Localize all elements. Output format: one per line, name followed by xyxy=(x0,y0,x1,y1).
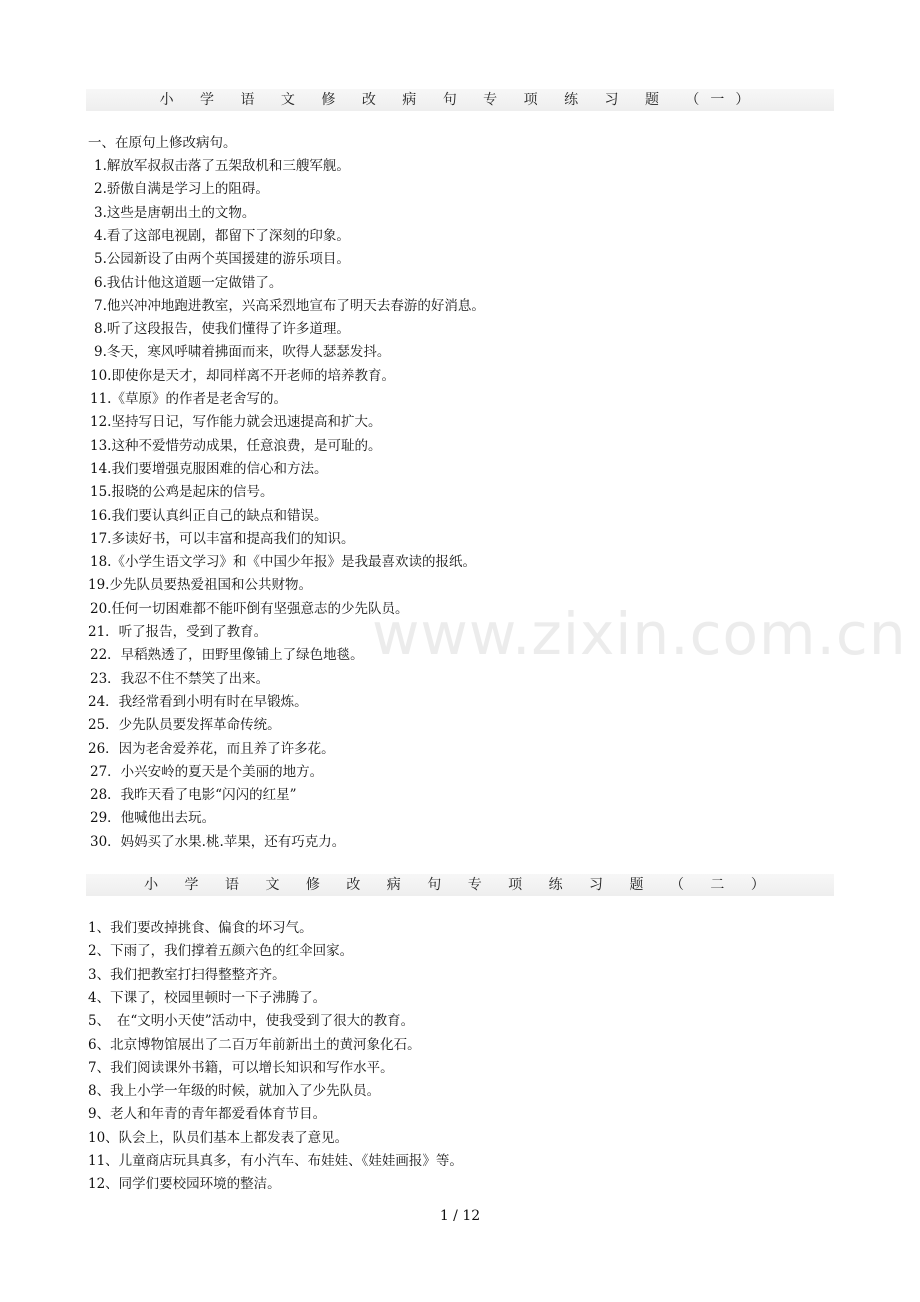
section2-item: 7、我们阅读课外书籍，可以增长知识和写作水平。 xyxy=(88,1059,394,1076)
section2-title-bar xyxy=(86,874,834,896)
section2-item: 5、 在“文明小天使”活动中，使我受到了很大的教育。 xyxy=(88,1013,415,1030)
section1-item: 14.我们要增强克服困难的信心和方法。 xyxy=(90,460,328,477)
section2-item: 12、同学们要校园环境的整洁。 xyxy=(88,1176,281,1193)
section1-item: 30．妈妈买了水果.桃.苹果，还有巧克力。 xyxy=(90,833,346,850)
section1-item: 29．他喊他出去玩。 xyxy=(90,810,216,827)
section1-item: 6.我估计他这道题一定做错了。 xyxy=(94,274,283,291)
section1-item: 22．早稻熟透了，田野里像铺上了绿色地毯。 xyxy=(90,647,364,664)
section1-item: 15.报晓的公鸡是起床的信号。 xyxy=(90,484,274,501)
section2-title: 小 学 语 文 修 改 病 句 专 项 练 习 题 （ 二 ） xyxy=(144,877,776,893)
section2-item: 4、下课了，校园里顿时一下子沸腾了。 xyxy=(88,989,327,1006)
section1-item: 20.任何一切困难都不能吓倒有坚强意志的少先队员。 xyxy=(90,600,409,617)
section1-item: 4.看了这部电视剧，都留下了深刻的印象。 xyxy=(94,227,350,244)
section1-item: 25．少先队员要发挥革命传统。 xyxy=(88,717,281,734)
section1-item: 27．小兴安岭的夏天是个美丽的地方。 xyxy=(90,763,324,780)
section1-item: 5.公园新设了由两个英国援建的游乐项目。 xyxy=(94,251,350,268)
section1-item: 3.这些是唐朝出土的文物。 xyxy=(94,204,256,221)
section1-instruction: 一、在原句上修改病句。 xyxy=(88,135,237,151)
section1-item: 12.坚持写日记，写作能力就会迅速提高和扩大。 xyxy=(90,414,382,431)
section1-item: 7.他兴冲冲地跑进教室，兴高采烈地宣布了明天去春游的好消息。 xyxy=(94,297,485,314)
section1-item: 2.骄傲自满是学习上的阻碍。 xyxy=(94,181,269,198)
section2-item: 1、我们要改掉挑食、偏食的坏习气。 xyxy=(88,920,313,936)
section1-item: 28．我昨天看了电影“闪闪的红星” xyxy=(90,787,297,804)
section1-item: 8.听了这段报告，使我们懂得了许多道理。 xyxy=(94,321,350,338)
section2-item: 9、老人和年青的青年都爱看体育节目。 xyxy=(88,1106,327,1123)
section1-item: 21．听了报告，受到了教育。 xyxy=(88,624,268,640)
section1-item: 17.多读好书，可以丰富和提高我们的知识。 xyxy=(90,530,355,547)
section2-item: 11、儿童商店玩具真多，有小汽车、布娃娃、《娃娃画报》等。 xyxy=(88,1153,463,1169)
section2-item: 10、队会上，队员们基本上都发表了意见。 xyxy=(88,1129,349,1146)
section1-item: 13.这种不爱惜劳动成果，任意浪费，是可耻的。 xyxy=(90,437,382,454)
section1-title: 小 学 语 文 修 改 病 句 专 项 练 习 题 （一） xyxy=(159,92,761,108)
page-number: 1 / 12 xyxy=(439,1208,481,1224)
section1-item: 23．我忍不住不禁笑了出来。 xyxy=(90,670,270,687)
section1-item: 11.《草原》的作者是老舍写的。 xyxy=(90,391,287,407)
section2-item: 3、我们把教室打扫得整整齐齐。 xyxy=(88,966,286,983)
section1-item: 1.解放军叔叔击落了五架敌机和三艘军舰。 xyxy=(94,158,350,174)
section2-item: 2、下雨了，我们撑着五颜六色的红伞回家。 xyxy=(88,943,354,960)
section1-item: 24．我经常看到小明有时在早锻炼。 xyxy=(88,693,308,710)
watermark-label: www.zixin.com.cn xyxy=(372,600,907,668)
section1-title-bar xyxy=(86,89,834,111)
section1-item: 26．因为老舍爱养花，而且养了许多花。 xyxy=(88,740,335,757)
section2-item: 8、我上小学一年级的时候，就加入了少先队员。 xyxy=(88,1083,381,1100)
section1-item: 18.《小学生语文学习》和《中国少年报》是我最喜欢读的报纸。 xyxy=(90,554,476,571)
section1-item: 9.冬天，寒风呼啸着拂面而来，吹得人瑟瑟发抖。 xyxy=(94,344,391,361)
section2-item: 6、北京博物馆展出了二百万年前新出土的黄河象化石。 xyxy=(88,1036,421,1053)
section1-item: 19.少先队员要热爱祖国和公共财物。 xyxy=(88,577,312,594)
section1-item: 10.即使你是天才，却同样离不开老师的培养教育。 xyxy=(90,367,395,384)
section1-item: 16.我们要认真纠正自己的缺点和错误。 xyxy=(90,507,328,524)
